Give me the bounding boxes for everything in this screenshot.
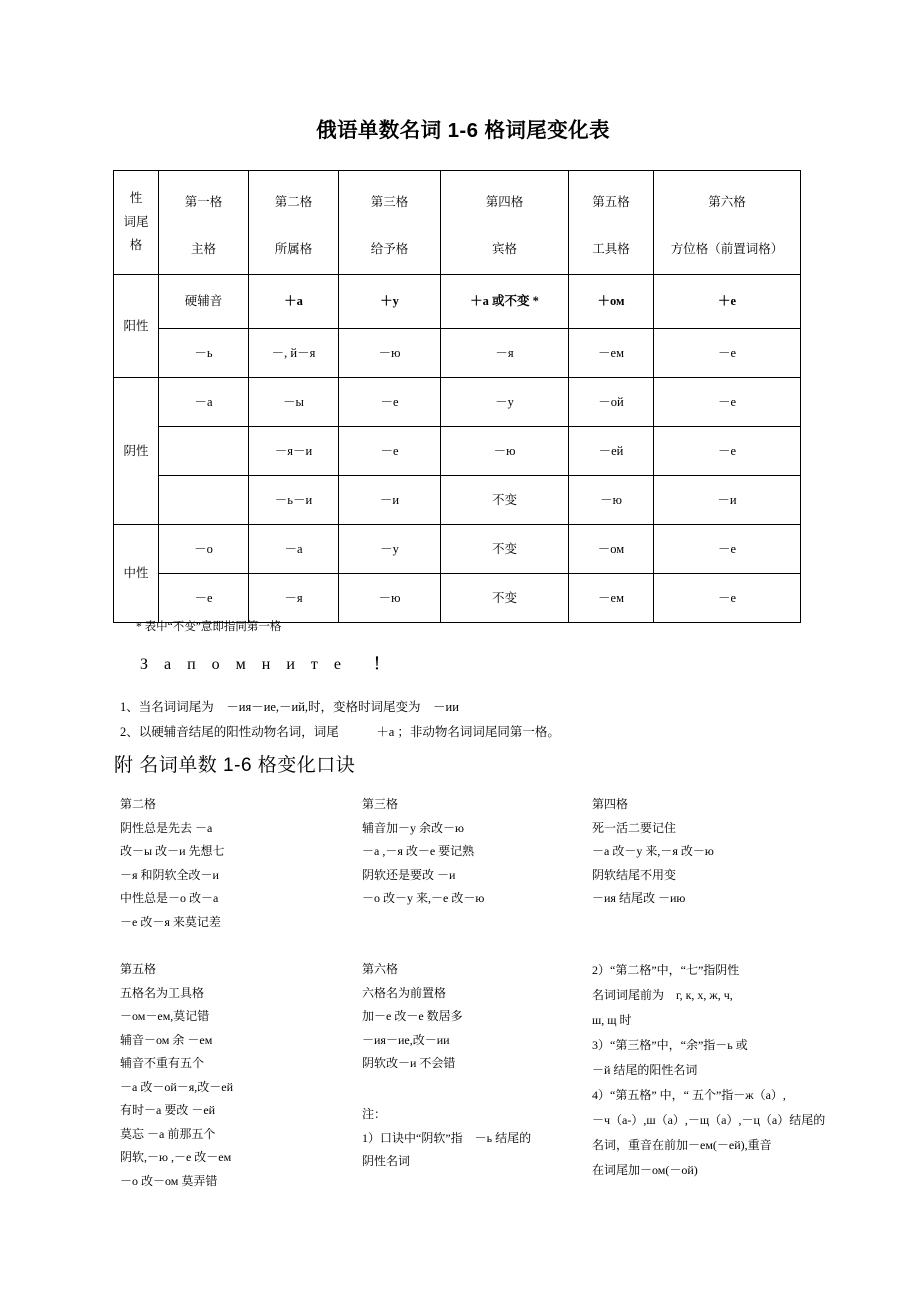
notes-label: 注：: [362, 1107, 387, 1121]
mnemonic-column-prepositional: [362, 958, 463, 1076]
mnemonic-line: －е 改－я 来莫记差: [120, 914, 221, 929]
table-row: [114, 378, 801, 427]
cell-r4-c2: －я－и: [249, 427, 339, 476]
remember-heading-text: З а п о м н и т е: [140, 656, 348, 673]
mnemonic-column-genitive: [120, 793, 225, 934]
cell-r2-c1: －ь: [159, 329, 249, 378]
mnemonic-line: －а 改－у 来,－я 改－ю: [592, 844, 714, 858]
header-case-2: [249, 171, 339, 275]
mnemonic-line: －о 改－у 来,－е 改－ю: [362, 891, 485, 905]
mnemonic-line: 阴软还是要改 －и: [362, 867, 456, 882]
mnemonic-line: 有时－а 要改 －ей: [120, 1103, 216, 1117]
header-case-3-ordinal: 第三格: [370, 194, 409, 209]
header-case-1: [159, 171, 249, 275]
mnemonic-line: 辅音－ом 余 －ем: [120, 1032, 213, 1047]
mnemonic-title: 第四格: [592, 797, 629, 811]
table-row: [114, 476, 801, 525]
mnemonic-line: 死一活二要记住: [592, 820, 677, 835]
header-case-6: [654, 171, 801, 275]
table-row: [114, 275, 801, 329]
header-corner-cell: [114, 171, 159, 275]
mnemonic-line: －а ,－я 改－е 要记熟: [362, 844, 475, 858]
gender-label-neuter: 中性: [114, 525, 159, 623]
mnemonic-title: 第三格: [362, 797, 399, 811]
header-case-5: [569, 171, 654, 275]
remember-rule-1: 1、当名词词尾为 －ия－ие,－ий,时，变格时词尾变为 －ии: [120, 700, 459, 714]
cell-r3-c3: －е: [339, 378, 441, 427]
table-row: [114, 329, 801, 378]
note-item: 3）“第三格”中，“余”指－ь 或: [592, 1038, 748, 1052]
table-row: [114, 525, 801, 574]
cell-r2-c4: －я: [441, 329, 569, 378]
cell-r6-c3: －у: [339, 525, 441, 574]
table-header-row: [114, 171, 801, 275]
cell-r6-c6: －е: [654, 525, 801, 574]
mnemonic-title: 第六格: [362, 962, 399, 976]
cell-r6-c1: －о: [159, 525, 249, 574]
cell-r5-c5: －ю: [569, 476, 654, 525]
table-row: [114, 427, 801, 476]
note-item: ш, щ 时: [592, 1013, 632, 1027]
cell-r7-c2: －я: [249, 574, 339, 623]
mnemonic-line: 中性总是－о 改－а: [120, 891, 219, 905]
mnemonic-line: －ом－ем,莫记错: [120, 1009, 210, 1023]
cell-r6-c4: 不变: [441, 525, 569, 574]
cell-r2-c2: －, й－я: [249, 329, 339, 378]
cell-r6-c2: －а: [249, 525, 339, 574]
header-case-1-name: 主格: [190, 241, 216, 256]
cell-r3-c2: －ы: [249, 378, 339, 427]
note-item: 2）“第二格”中，“七”指阴性: [592, 963, 740, 977]
cell-r7-c5: －ем: [569, 574, 654, 623]
cell-r2-c5: －ем: [569, 329, 654, 378]
note-item: 1）口诀中“阴软”指 －ь 结尾的: [362, 1130, 532, 1145]
header-case-3: [339, 171, 441, 275]
page-title: 俄语单数名词 1-6 格词尾变化表: [316, 119, 610, 142]
note-item: 名词词尾前为 г, к, х, ж, ч,: [592, 988, 733, 1002]
cell-r3-c6: －е: [654, 378, 801, 427]
cell-r4-c4: －ю: [441, 427, 569, 476]
cell-r7-c3: －ю: [339, 574, 441, 623]
gender-label-masculine: 阳性: [114, 275, 159, 378]
header-case-1-ordinal: 第一格: [184, 194, 223, 209]
cell-r1-c2: ＋а: [249, 275, 339, 329]
mnemonic-title: 第五格: [120, 962, 157, 976]
notes-right: [592, 958, 825, 1183]
cell-r7-c6: －е: [654, 574, 801, 623]
corner-line-case: 格: [129, 238, 143, 253]
remember-exclamation: ！: [373, 656, 396, 673]
mnemonic-line: －я 和阴软全改－и: [120, 867, 219, 882]
cell-r7-c4: 不变: [441, 574, 569, 623]
mnemonic-column-accusative: [592, 793, 714, 911]
cell-r5-c6: －и: [654, 476, 801, 525]
cell-r1-c5: ＋ом: [569, 275, 654, 329]
mnemonic-column-instrumental: [120, 958, 233, 1193]
cell-r5-c3: －и: [339, 476, 441, 525]
corner-line-gender: 性: [129, 190, 143, 205]
cell-r6-c5: －ом: [569, 525, 654, 574]
header-case-4-ordinal: 第四格: [485, 194, 524, 209]
section-heading: 附 名词单数 1-6 格变化口诀: [114, 755, 356, 776]
note-item: 名词，重音在前加－ем(－ей),重音: [592, 1138, 772, 1152]
mnemonic-column-dative: [362, 793, 484, 911]
mnemonic-line: －ия 结尾改 －ию: [592, 891, 686, 905]
note-item: －й 结尾的阳性名词: [592, 1063, 698, 1077]
mnemonic-line: 莫忘 －а 前那五个: [120, 1126, 216, 1141]
header-case-2-name: 所属格: [274, 241, 313, 256]
cell-r1-c1: 硬辅音: [159, 275, 249, 329]
cell-r1-c4: ＋а 或不变 *: [441, 275, 569, 329]
table-row: [114, 574, 801, 623]
mnemonic-line: 加－е 改－е 数居多: [362, 1009, 463, 1023]
header-case-5-name: 工具格: [592, 241, 630, 256]
header-case-6-name: 方位格（前置词格）: [670, 241, 784, 256]
cell-r1-c6: ＋е: [654, 275, 801, 329]
table-footnote: * 表中“不变”意即指同第一格: [136, 621, 282, 633]
header-case-5-ordinal: 第五格: [592, 194, 630, 209]
mnemonic-line: 阴软改－и 不会错: [362, 1056, 456, 1070]
header-case-6-ordinal: 第六格: [708, 194, 746, 209]
mnemonic-line: －о 改－ом 莫弄错: [120, 1173, 218, 1188]
cell-r5-c4: 不变: [441, 476, 569, 525]
mnemonic-line: 阴性总是先去 －а: [120, 820, 213, 835]
header-case-4: [441, 171, 569, 275]
mnemonic-line: 辅音不重有五个: [120, 1056, 205, 1070]
cell-r5-c1: [159, 476, 249, 525]
mnemonic-line: 改－ы 改－и 先想七: [120, 844, 225, 858]
note-item: 4）“第五格” 中，“ 五个”指－ж（а）,: [592, 1088, 786, 1102]
header-case-3-name: 给予格: [370, 241, 409, 256]
remember-heading: [140, 651, 395, 674]
mnemonic-line: 五格名为工具格: [120, 985, 205, 1000]
header-case-2-ordinal: 第二格: [274, 194, 313, 209]
cell-r2-c6: －е: [654, 329, 801, 378]
cell-r3-c5: －ой: [569, 378, 654, 427]
note-item: 在词尾加－ом(－ой): [592, 1163, 698, 1177]
note-item: －ч（а-）,ш（а）,－щ（а）,－ц（а）结尾的: [592, 1113, 826, 1127]
cell-r1-c3: ＋у: [339, 275, 441, 329]
cell-r3-c1: －а: [159, 378, 249, 427]
cell-r4-c3: －е: [339, 427, 441, 476]
mnemonic-line: 辅音加－у 余改－ю: [362, 820, 464, 835]
cell-r4-c6: －е: [654, 427, 801, 476]
remember-rule-2: 2、以硬辅音结尾的阳性动物名词，词尾 ＋а ；非动物名词词尾同第一格。: [120, 725, 560, 739]
declension-table: [113, 170, 801, 623]
note-item: 阴性名词: [362, 1154, 411, 1168]
mnemonic-title: 第二格: [120, 797, 157, 811]
mnemonic-line: －ия－ие,改－ии: [362, 1032, 450, 1047]
cell-r7-c1: －е: [159, 574, 249, 623]
mnemonic-line: 阴软结尾不用变: [592, 867, 677, 882]
mnemonic-line: 六格名为前置格: [362, 985, 447, 1000]
cell-r5-c2: －ь－и: [249, 476, 339, 525]
cell-r2-c3: －ю: [339, 329, 441, 378]
gender-label-feminine: 阴性: [114, 378, 159, 525]
cell-r4-c1: [159, 427, 249, 476]
cell-r4-c5: －ей: [569, 427, 654, 476]
corner-line-ending: 词尾: [123, 214, 149, 229]
mnemonic-line: 阴软,－ю ,－е 改－ем: [120, 1150, 232, 1164]
cell-r3-c4: －у: [441, 378, 569, 427]
notes-middle: [362, 1103, 531, 1174]
mnemonic-line: －а 改－ой－я,改－ей: [120, 1079, 234, 1094]
header-case-4-name: 宾格: [491, 241, 517, 256]
